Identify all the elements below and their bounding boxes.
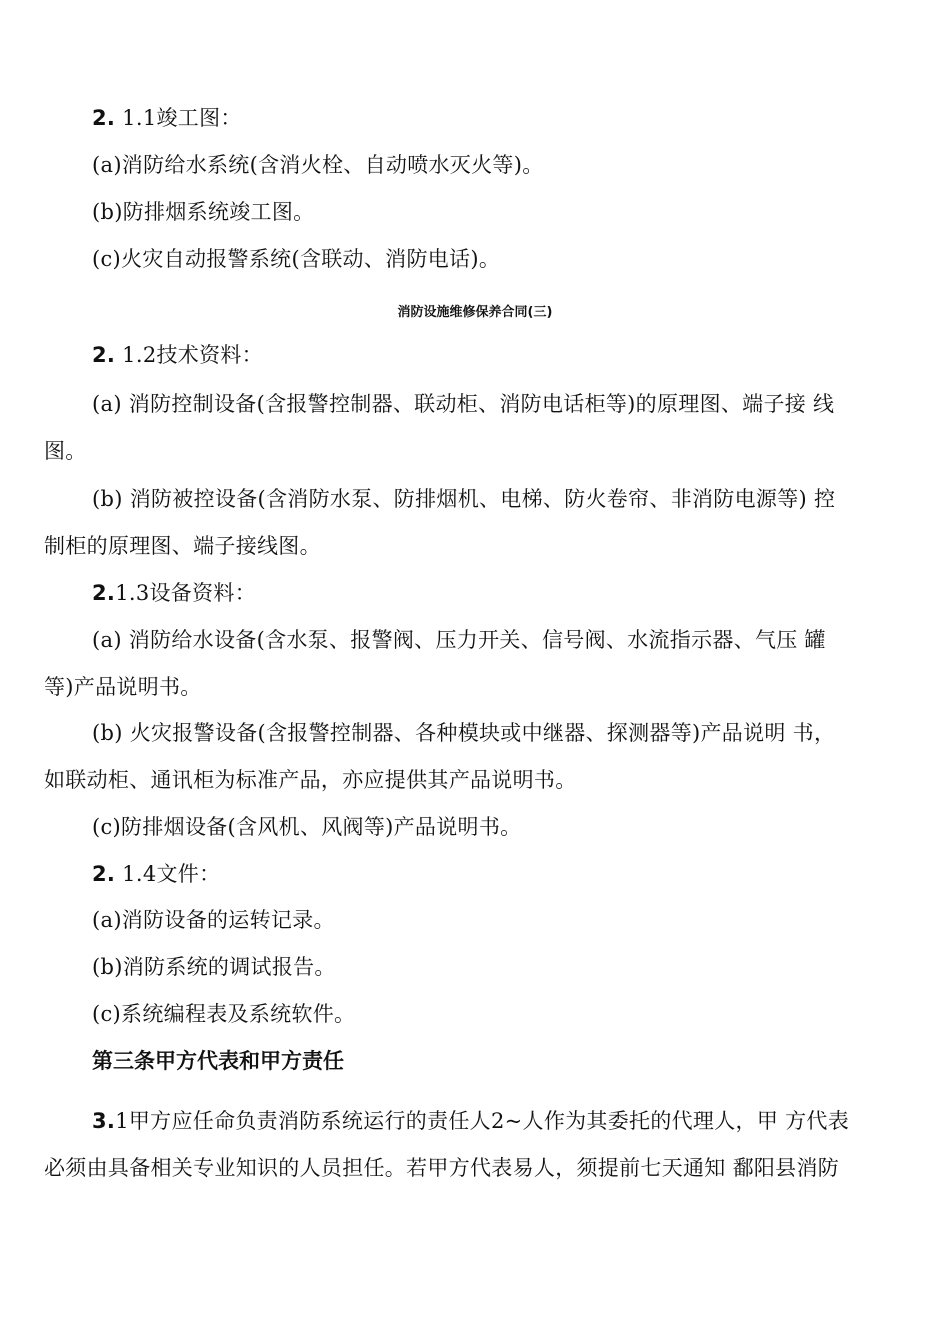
clause-text: 1.4文件： xyxy=(115,862,221,886)
item-a-operation-records: (a)消防设备的运转记录。 xyxy=(92,908,335,932)
clause-number: 3. xyxy=(92,1109,116,1133)
clause-3-1 xyxy=(92,1107,849,1135)
item-b-smoke-exhaust: (b)防排烟系统竣工图。 xyxy=(92,200,315,224)
clause-2-1-4 xyxy=(92,860,220,888)
article-3-heading: 第三条甲方代表和甲方责任 xyxy=(92,1049,344,1073)
clause-text: 1甲方应任命负责消防系统运行的责任人2~人作为其委托的代理人，甲 方代表 xyxy=(115,1109,849,1133)
item-a-water-equipment-cont: 等)产品说明书。 xyxy=(44,675,202,699)
item-c-programming-table: (c)系统编程表及系统软件。 xyxy=(92,1002,356,1026)
item-a-control-equipment: (a) 消防控制设备(含报警控制器、联动柜、消防电话柜等)的原理图、端子接 线 xyxy=(92,392,835,416)
clause-number: 2. xyxy=(92,862,116,886)
item-b-alarm-equipment-cont: 如联动柜、通讯柜为标准产品，亦应提供其产品说明书。 xyxy=(44,768,577,792)
clause-3-1-cont: 必须由具备相关专业知识的人员担任。若甲方代表易人，须提前七天通知 鄱阳县消防 xyxy=(44,1156,840,1180)
clause-number: 2. xyxy=(92,343,116,367)
clause-number: 2. xyxy=(92,581,116,605)
item-a-fire-water-system: (a)消防给水系统(含消火栓、自动喷水灭火等)。 xyxy=(92,153,544,177)
clause-text: 1.2技术资料： xyxy=(115,343,263,367)
item-b-controlled-equipment: (b) 消防被控设备(含消防水泵、防排烟机、电梯、防火卷帘、非消防电源等) 控 xyxy=(92,487,836,511)
page-header-title: 消防设施维修保养合同(三) xyxy=(397,305,553,320)
clause-text: 1.1竣工图： xyxy=(115,106,242,130)
clause-text: 1.3设备资料： xyxy=(115,581,256,605)
clause-2-1-3 xyxy=(92,579,256,607)
item-c-smoke-equipment: (c)防排烟设备(含风机、风阀等)产品说明书。 xyxy=(92,815,522,839)
item-a-water-equipment: (a) 消防给水设备(含水泵、报警阀、压力开关、信号阀、水流指示器、气压 罐 xyxy=(92,628,826,652)
item-a-control-equipment-cont: 图。 xyxy=(44,439,87,463)
clause-2-1-2 xyxy=(92,341,263,369)
item-b-alarm-equipment: (b) 火灾报警设备(含报警控制器、各种模块或中继器、探测器等)产品说明 书， xyxy=(92,721,836,745)
clause-number: 2. xyxy=(92,106,116,130)
item-b-debug-report: (b)消防系统的调试报告。 xyxy=(92,955,336,979)
clause-2-1-1 xyxy=(92,104,242,132)
item-c-fire-alarm: (c)火灾自动报警系统(含联动、消防电话)。 xyxy=(92,247,501,271)
item-b-controlled-equipment-cont: 制柜的原理图、端子接线图。 xyxy=(44,534,321,558)
